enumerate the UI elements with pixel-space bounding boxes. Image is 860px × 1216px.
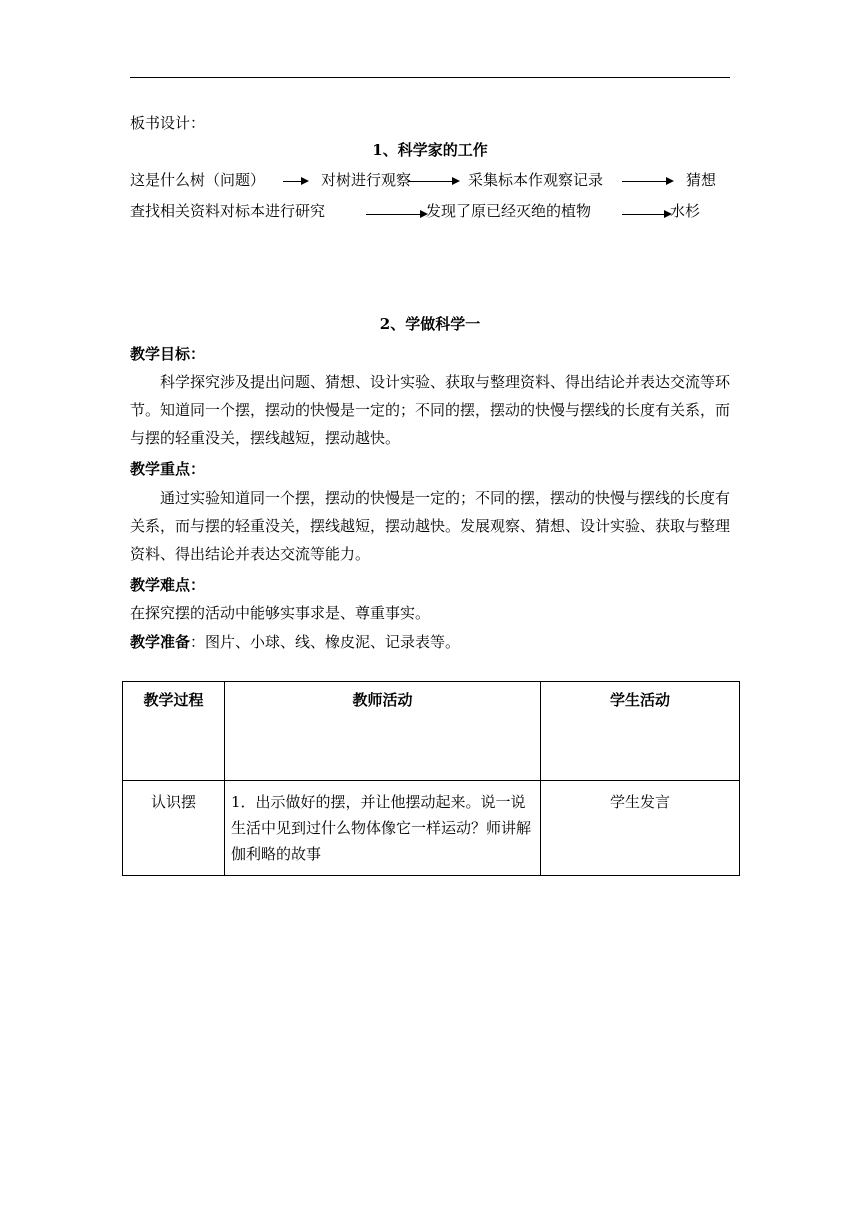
cell-student: 学生发言 — [541, 781, 740, 876]
flow-arrow-2 — [408, 181, 458, 182]
table-row — [123, 781, 740, 876]
flow-arrow-3 — [622, 181, 672, 182]
flow-step-research: 查找相关资料对标本进行研究 — [130, 202, 326, 220]
flow-step-guess: 猜想 — [686, 171, 717, 189]
goal-text: 科学探究涉及提出问题、猜想、设计实验、获取与整理资料、得出结论并表达交流等环节。知道同一个摆，摆动的快慢是一定的；不同的摆，摆动的快慢与摆线的长度有关系，而与摆的轻重没关，摆线越短，摆动越快。 — [130, 373, 731, 447]
header-student: 学生活动 — [541, 682, 740, 781]
difficulty-text: 在探究摆的活动中能够实事求是、尊重事实。 — [130, 604, 431, 622]
difficulty-label: 教学难点： — [130, 576, 206, 594]
header-teacher: 教师活动 — [225, 682, 541, 781]
prep-line — [130, 632, 460, 652]
prep-text: ：图片、小球、线、橡皮泥、记录表等。 — [190, 633, 461, 651]
lesson-title: 2、学做科学一 — [379, 315, 481, 333]
goal-label: 教学目标： — [130, 345, 206, 363]
prep-label: 教学准备 — [130, 633, 191, 651]
header-process: 教学过程 — [123, 682, 225, 781]
lesson-table — [122, 681, 740, 876]
cell-process: 认识摆 — [123, 781, 225, 876]
flow-arrow-4 — [366, 214, 426, 215]
key-text: 通过实验知道同一个摆，摆动的快慢是一定的；不同的摆，摆动的快慢与摆线的长度有关系，而与摆的轻重没关，摆线越短，摆动越快。发展观察、猜想、设计实验、获取与整理资料、得出结论并表达交流等能力。 — [130, 489, 731, 563]
board-design-title: 1、科学家的工作 — [372, 141, 488, 159]
flow-arrow-5 — [622, 214, 670, 215]
key-label: 教学重点： — [130, 460, 206, 478]
cell-teacher: 1．出示做好的摆，并让他摆动起来。说一说生活中见到过什么物体像它一样运动？师讲解伽利略的故事 — [225, 781, 541, 876]
header-rule — [130, 77, 730, 78]
board-design-label: 板书设计： — [130, 114, 206, 132]
flow-step-question: 这是什么树（问题） — [130, 171, 266, 189]
flow-step-observe: 对树进行观察 — [321, 171, 412, 189]
flow-step-collect: 采集标本作观察记录 — [468, 171, 604, 189]
flow-step-discover: 发现了原已经灭绝的植物 — [426, 202, 592, 220]
flow-arrow-1 — [283, 181, 307, 182]
flow-step-result: 水杉 — [670, 202, 701, 220]
table-header-row — [123, 682, 740, 781]
